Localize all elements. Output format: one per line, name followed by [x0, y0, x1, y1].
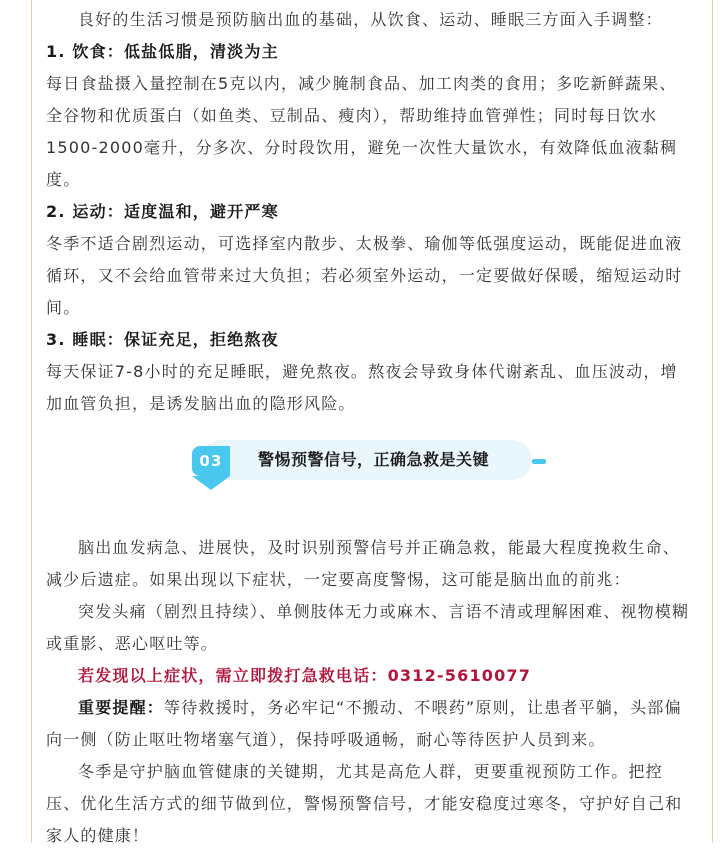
intro-paragraph: 良好的生活习惯是预防脑出血的基础，从饮食、运动、睡眠三方面入手调整：: [78, 10, 663, 29]
section-banner: [46, 420, 691, 532]
reminder-label: 重要提醒：: [78, 698, 165, 717]
article-body: [46, 0, 691, 852]
exercise-text: 冬季不适合剧烈运动，可选择室内散步、太极拳、瑜伽等低强度运动，既能促进血液循环，又不会给血管带来过大负担；若必须室外运动，一定要做好保暖，缩短运动时间。: [46, 234, 683, 317]
sleep-text: 每天保证7-8小时的充足睡眠，避免熬夜。熬夜会导致身体代谢紊乱、血压波动，增加血管负担，是诱发脑出血的隐形风险。: [46, 362, 678, 413]
emergency-call-alert: 若发现以上症状，需立即拨打急救电话：0312-5610077: [78, 666, 532, 685]
section-title: 警惕预警信号，正确急救是关键: [258, 450, 490, 469]
frame-right-border: [712, 0, 713, 843]
symptoms-paragraph: 突发头痛（剧烈且持续）、单侧肢体无力或麻木、言语不清或理解困难、视物模糊或重影、恶心呕吐等。: [46, 602, 690, 653]
diet-text: 每日食盐摄入量控制在5克以内，减少腌制食品、加工肉类的食用；多吃新鲜蔬果、全谷物和优质蛋白（如鱼类、豆制品、瘦肉），帮助维持血管弹性；同时每日饮水1500-2000毫升，分多次、分时段饮用，避免一次性大量饮水，有效降低血液黏稠度。: [46, 74, 678, 189]
section-number-badge: 03: [192, 446, 230, 476]
warning-intro-paragraph: 脑出血发病急、进展快，及时识别预警信号并正确急救，能最大程度挽救生命、减少后遗症。如果出现以下症状，一定要高度警惕，这可能是脑出血的前兆：: [46, 538, 681, 589]
section-badge-arrow-icon: [192, 476, 230, 490]
reminder-paragraph: [46, 692, 691, 756]
sleep-heading: 3. 睡眠：保证充足，拒绝熬夜: [46, 330, 279, 349]
closing-paragraph: 冬季是守护脑血管健康的关键期，尤其是高危人群，更要重视预防工作。把控压、优化生活方式的细节做到位，警惕预警信号，才能安稳度过寒冬，守护好自己和家人的健康！: [46, 762, 683, 845]
exercise-heading: 2. 运动：适度温和，避开严寒: [46, 202, 279, 221]
frame-left-border: [31, 0, 32, 843]
diet-heading: 1. 饮食：低盐低脂，清淡为主: [46, 42, 279, 61]
section-banner-dash: [532, 459, 546, 464]
reminder-text: 等待救援时，务必牢记“不搬动、不喂药”原则，让患者平躺，头部偏向一侧（防止呕吐物堵塞气道），保持呼吸通畅，耐心等待医护人员到来。: [46, 698, 682, 749]
